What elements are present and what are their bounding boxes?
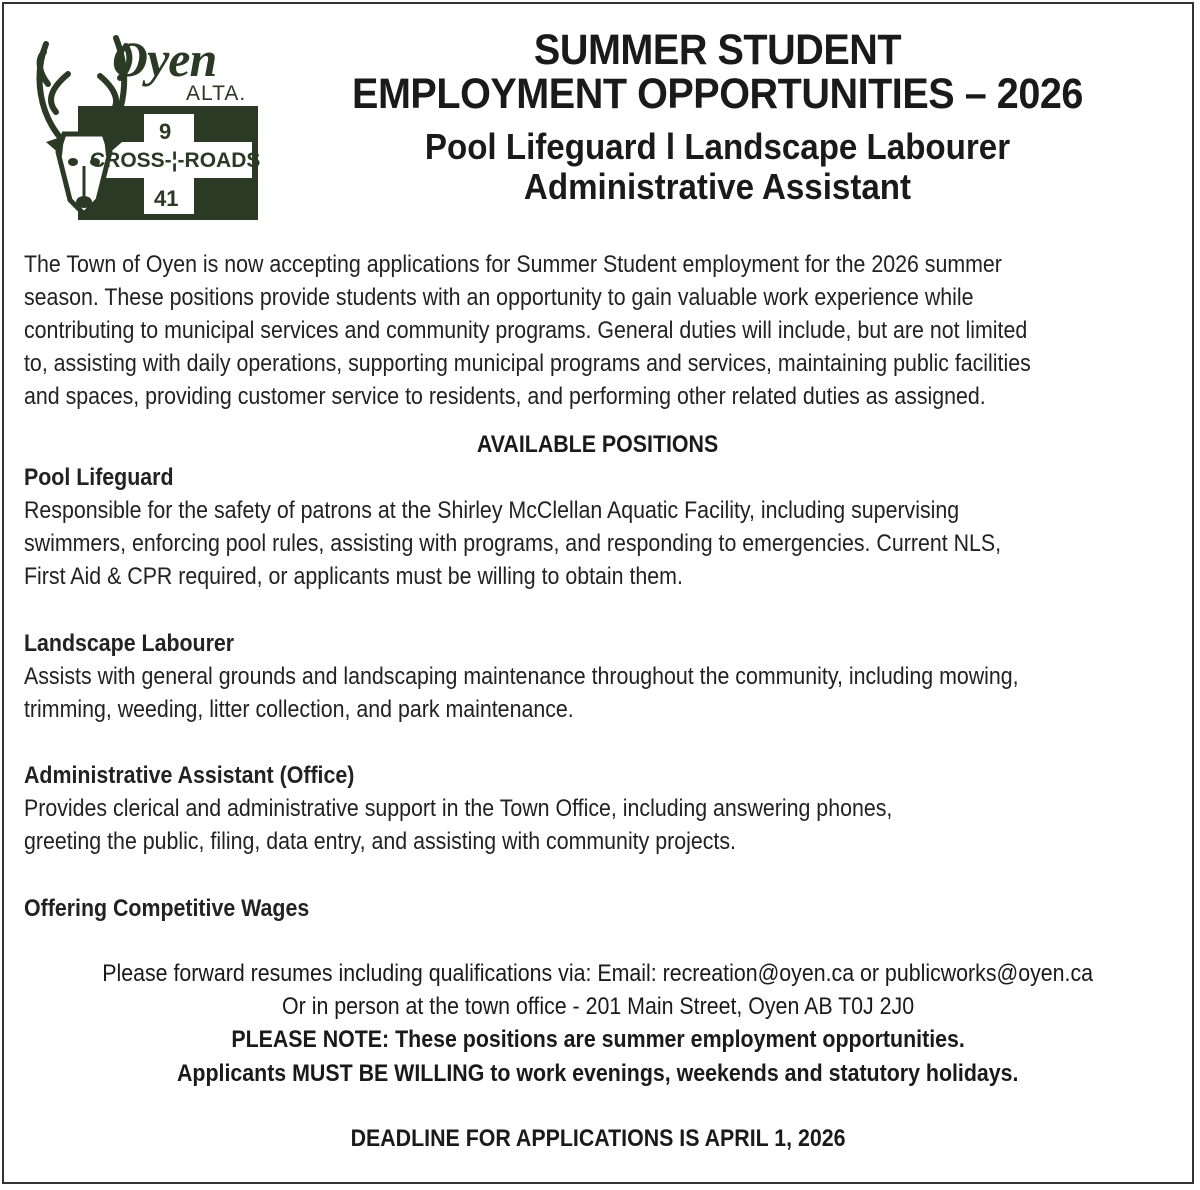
logo-crossroads: CROSS-¦-ROADS bbox=[90, 149, 261, 172]
note-line-1: PLEASE NOTE: These positions are summer employment opportunities. bbox=[231, 1026, 965, 1053]
position-line: swimmers, enforcing pool rules, assisting with programs, and responding to emergencies. Current NLS, bbox=[24, 530, 1002, 557]
position-line: trimming, weeding, litter collection, and park maintenance. bbox=[24, 696, 574, 723]
position-line: Responsible for the safety of patrons at the Shirley McClellan Aquatic Facility, including supervising bbox=[24, 497, 960, 524]
position-landscape-labourer bbox=[24, 627, 1190, 726]
logo-province: ALTA. bbox=[186, 82, 247, 105]
position-line: greeting the public, filing, data entry, and assisting with community projects. bbox=[24, 828, 736, 855]
wages-note: Offering Competitive Wages bbox=[24, 895, 310, 922]
intro-line: The Town of Oyen is now accepting applications for Summer Student employment for the 2026 summer bbox=[24, 251, 1002, 278]
position-line: Provides clerical and administrative support in the Town Office, including answering phones, bbox=[24, 795, 893, 822]
position-admin-assistant bbox=[24, 759, 1190, 858]
logo-highway-top: 9 bbox=[159, 119, 172, 144]
position-pool-lifeguard bbox=[24, 461, 1190, 593]
contact-email: Please forward resumes including qualifications via: Email: recreation@oyen.ca or publicworks@oyen.ca bbox=[102, 960, 1094, 987]
position-title: Administrative Assistant (Office) bbox=[24, 762, 355, 789]
deadline: DEADLINE FOR APPLICATIONS IS APRIL 1, 2026 bbox=[350, 1125, 846, 1152]
intro-line: season. These positions provide students with an opportunity to gain valuable work experience while bbox=[24, 284, 974, 311]
positions-heading: AVAILABLE POSITIONS bbox=[477, 431, 719, 458]
logo-wordmark: Oyen bbox=[112, 31, 217, 87]
intro-paragraph bbox=[24, 248, 1190, 413]
position-line: Assists with general grounds and landscaping maintenance throughout the community, including mowing, bbox=[24, 663, 1019, 690]
subtitle bbox=[275, 127, 1160, 207]
logo-highway-bottom: 41 bbox=[154, 186, 179, 211]
headline bbox=[275, 28, 1160, 116]
note-line-2: Applicants MUST BE WILLING to work evenings, weekends and statutory holidays. bbox=[177, 1060, 1019, 1087]
town-logo bbox=[26, 24, 262, 224]
title-line-2: EMPLOYMENT OPPORTUNITIES – 2026 bbox=[352, 70, 1083, 118]
contact-address: Or in person at the town office - 201 Main Street, Oyen AB T0J 2J0 bbox=[281, 993, 915, 1020]
position-line: First Aid & CPR required, or applicants must be willing to obtain them. bbox=[24, 563, 683, 590]
position-title: Pool Lifeguard bbox=[24, 464, 174, 491]
intro-line: to, assisting with daily operations, supporting municipal programs and services, maintaining public facilities bbox=[24, 350, 1031, 377]
intro-line: contributing to municipal services and community programs. General duties will include, but are not limited bbox=[24, 317, 1028, 344]
title-line-1: SUMMER STUDENT bbox=[533, 26, 902, 74]
subtitle-line-1: Pool Lifeguard l Landscape Labourer bbox=[424, 126, 1011, 167]
intro-line: and spaces, providing customer service to residents, and performing other related duties as assigned. bbox=[24, 383, 986, 410]
subtitle-line-2: Administrative Assistant bbox=[523, 166, 912, 207]
position-title: Landscape Labourer bbox=[24, 630, 235, 657]
